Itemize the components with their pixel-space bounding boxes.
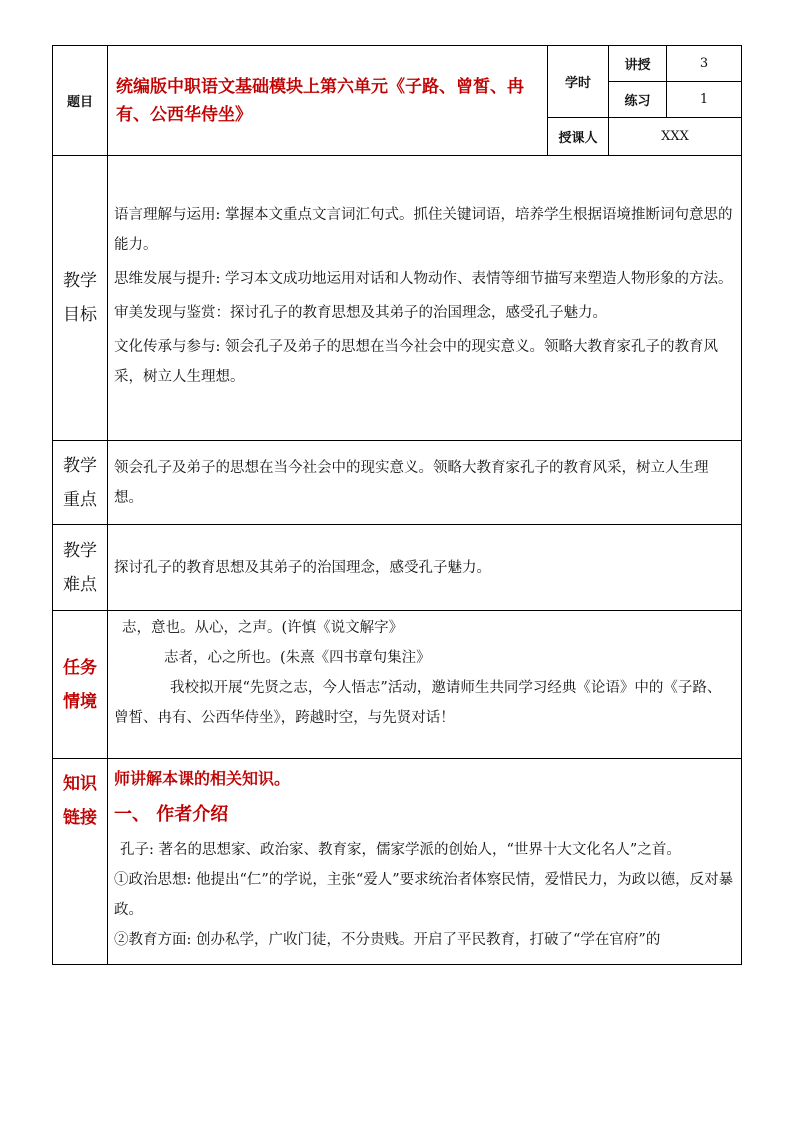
topic-label: 题目 [53, 46, 108, 156]
key-points-content: 领会孔子及弟子的思想在当今社会中的现实意义。领略大教育家孔子的教育风采，树立人生理想。 [108, 441, 742, 525]
difficulties-content: 探讨孔子的教育思想及其弟子的治国理念，感受孔子魅力。 [108, 525, 742, 611]
teacher-name: XXX [609, 118, 742, 156]
header-row-1 [53, 46, 742, 82]
knowledge-label-line1: 知识 [63, 774, 97, 794]
task-activity-text: 我校拟开展“先贤之志，今人悟志”活动，邀请师生共同学习经典《论语》中的《子路、曾皙、冉有、公西华侍坐》，跨越时空，与先贤对话！ [114, 680, 722, 726]
objectives-content [108, 156, 742, 441]
objective-item: 文化传承与参与: 领会孔子及弟子的思想在当今社会中的现实意义。领略大教育家孔子的教育风采，树立人生理想。 [114, 339, 718, 385]
difficulties-label-line1: 教学 [63, 540, 97, 561]
hours-label: 学时 [548, 46, 609, 118]
knowledge-label [53, 759, 108, 965]
lecture-label: 讲授 [609, 46, 667, 82]
difficulties-row [53, 525, 742, 611]
knowledge-para-politics: ①政治思想: 他提出“仁”的学说，主张“爱人”要求统治者体察民情，爱惜民力，为政以德，反对暴政。 [114, 872, 734, 918]
knowledge-para-confucius: 孔子: 著名的思想家、政治家、教育家，儒家学派的创始人，“世界十大文化名人”之首。 [120, 842, 681, 858]
objectives-label-line1: 教学 [63, 271, 97, 291]
practice-label: 练习 [609, 82, 667, 118]
objective-item: 审美发现与鉴赏：探讨孔子的教育思想及其弟子的治国理念，感受孔子魅力。 [114, 305, 607, 321]
knowledge-para-education: ②教育方面: 创办私学，广收门徒，不分贵贱。开启了平民教育，打破了“学在官府”的 [114, 932, 661, 948]
key-points-label [53, 441, 108, 525]
task-row [53, 611, 742, 759]
lesson-title: 统编版中职语文基础模块上第六单元《子路、曾皙、冉有、公西华侍坐》 [108, 46, 548, 156]
teacher-label: 授课人 [548, 118, 609, 156]
task-label [53, 611, 108, 759]
key-points-label-line2: 重点 [63, 489, 97, 510]
task-quote-2: 志者，心之所也。(朱熹《四书章句集注》 [164, 650, 431, 666]
knowledge-intro: 师讲解本课的相关知识。 [114, 769, 291, 788]
knowledge-label-line2: 链接 [63, 808, 97, 828]
lesson-plan-table [52, 45, 742, 965]
difficulties-label-line2: 难点 [63, 574, 97, 595]
key-points-row [53, 441, 742, 525]
knowledge-content [108, 759, 742, 965]
difficulties-label [53, 525, 108, 611]
task-label-line1: 任务 [63, 657, 97, 678]
key-points-label-line1: 教学 [63, 455, 97, 476]
objectives-row [53, 156, 742, 441]
task-content [108, 611, 742, 759]
knowledge-row [53, 759, 742, 965]
objective-item: 思维发展与提升: 学习本文成功地运用对话和人物动作、表情等细节描写来塑造人物形象的方法。 [114, 271, 733, 287]
author-section-heading: 一、 作者介绍 [114, 804, 229, 825]
lecture-hours: 3 [667, 46, 742, 82]
objectives-label [53, 156, 108, 441]
practice-hours: 1 [667, 82, 742, 118]
task-activity [114, 673, 735, 733]
task-quote-1: 志，意也。从心，之声。(许慎《说文解字》 [122, 620, 404, 636]
objectives-label-line2: 目标 [63, 305, 97, 325]
task-label-line2: 情境 [63, 691, 97, 712]
objective-item: 语言理解与运用: 掌握本文重点文言词汇句式。抓住关键词语，培养学生根据语境推断词句意思的能力。 [114, 207, 733, 253]
